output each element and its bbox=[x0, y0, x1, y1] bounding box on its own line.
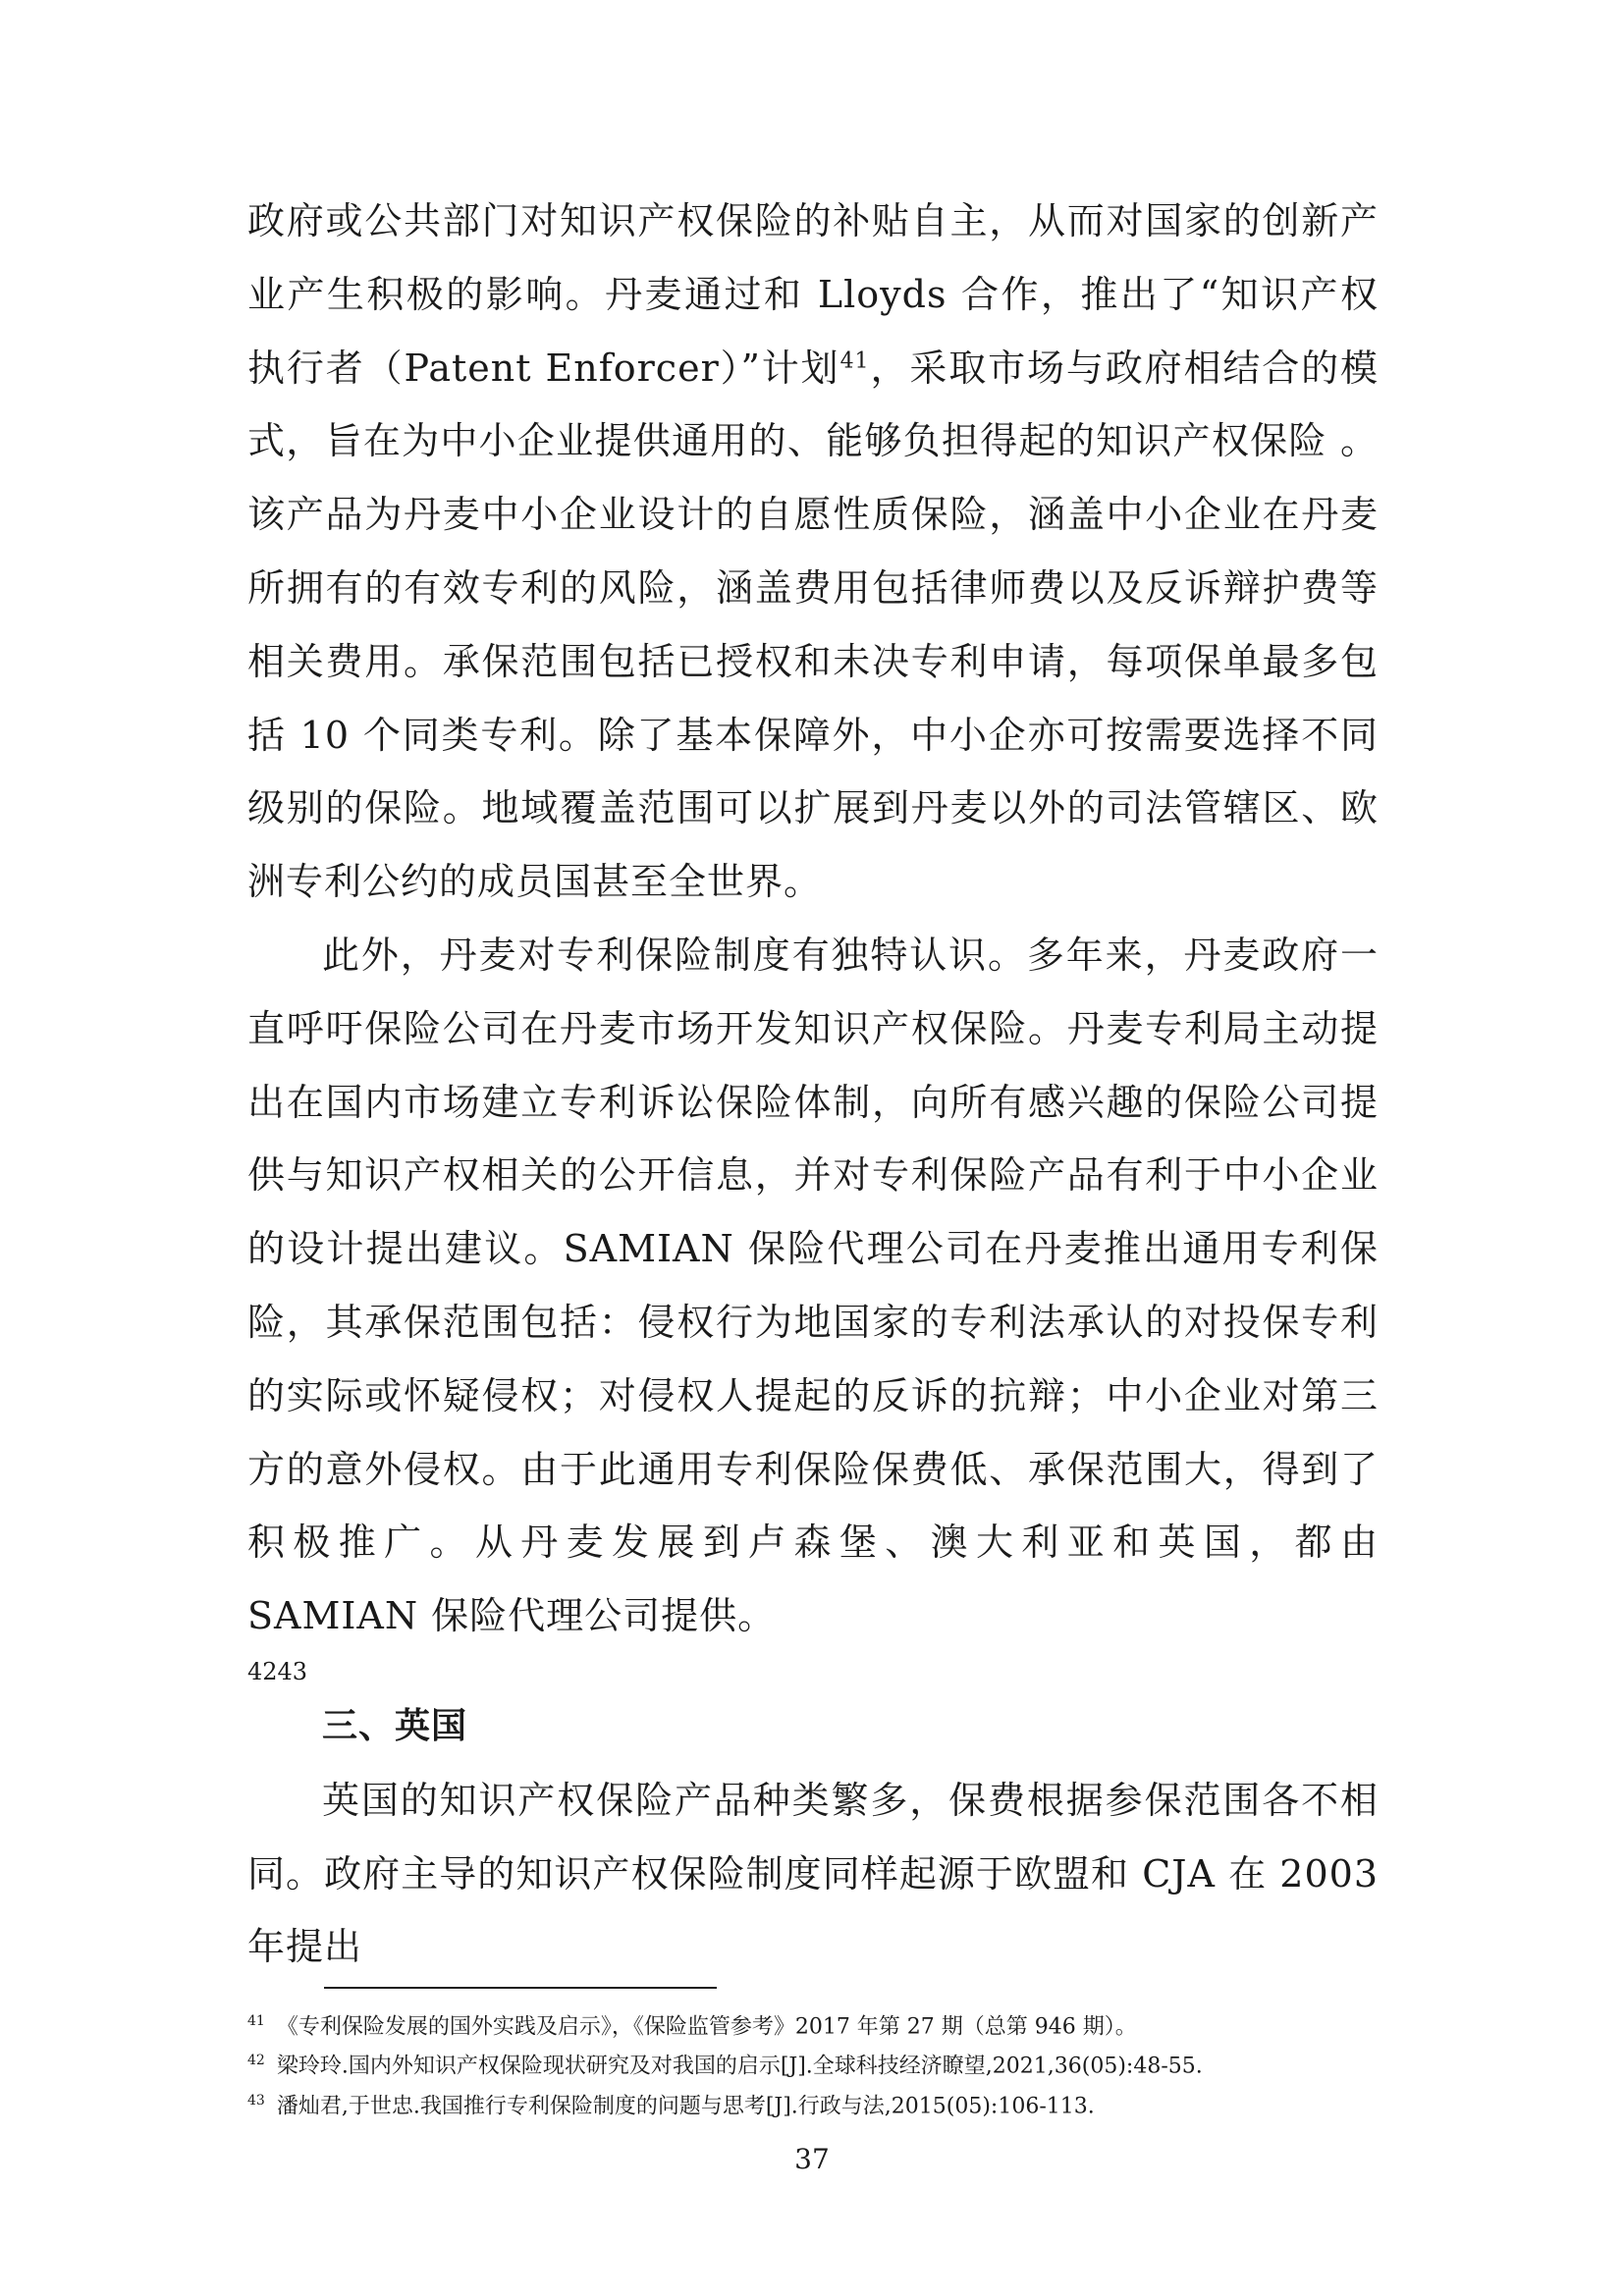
section-heading: 三、英国 bbox=[322, 1705, 468, 1746]
footnote-41: $^{41}$ 《专利保险发展的国外实践及启示》，《保险监管参考》2017 年第 27 期（总第 946 期）。 bbox=[247, 2013, 1137, 2040]
footnote-mark: 42 bbox=[247, 2053, 265, 2069]
page-number: 37 bbox=[794, 2143, 830, 2175]
paragraph-3: 英国的知识产权保险产品种类繁多，保费根据参保范围各不相同。政府主导的知识产权保险制度同样起源于欧盟和 CJA 在 2003 年提出 bbox=[247, 1778, 1379, 1969]
paragraph-2: 此外，丹麦对专利保险制度有独特认识。多年来，丹麦政府一直呼吁保险公司在丹麦市场开发知识产权保险。丹麦专利局主动提出在国内市场建立专利诉讼保险体制，向所有感兴趣的保险公司提供与知识产权相关的公开信息，并对专利保险产品有利于中小企业的设计提出建议。SAMIAN 保险代理公司在丹麦推出通用专利保险，其承保范围包括：侵权行为地国家的专利法承认的对投保专利的实际或怀疑侵权；对侵权人提起的反诉的抗辩；中小企业对第三方的意外侵权。由于此通用专利保险保费低、承保范围大，得到了积极推广。从丹麦发展到卢森堡、澳大利亚和英国，都由 SAMIAN 保险代理公司提供。 bbox=[247, 933, 1379, 1638]
footnotes bbox=[247, 2004, 1406, 2123]
footnote-42: $^{42}$ 梁玲玲.国内外知识产权保险现状研究及对我国的启示[J].全球科技经济瞭望,2021,36(05):48-55. bbox=[247, 2053, 1203, 2079]
footnote-mark: 41 bbox=[247, 2013, 265, 2029]
paragraph-1: 政府或公共部门对知识产权保险的补贴自主，从而对国家的创新产业产生积极的影响。丹麦通过和 Lloyds 合作，推出了“知识产权执行者（Patent Enforcer）”计划$^{41}$，采取市场与政府相结合的模式，旨在为中小企业提供通用的、能够负担得起的知识产权保险 。该产品为丹麦中小企业设计的自愿性质保险，涵盖中小企业在丹麦所拥有的有效专利的风险，涵盖费用包括律师费以及反诉辩护费等相关费用。承保范围包括已授权和未决专利申请，每项保单最多包括 10 个同类专利。除了基本保障外，中小企亦可按需要选择不同级别的保险。地域覆盖范围可以扩展到丹麦以外的司法管辖区、欧洲专利公约的成员国甚至全世界。 bbox=[247, 199, 1379, 904]
footnote-ref-41[interactable]: 41 bbox=[839, 347, 870, 373]
footnote-ref-cluster[interactable]: 4243 bbox=[247, 1657, 308, 1685]
footnote-43: $^{43}$ 潘灿君,于世忠.我国推行专利保险制度的问题与思考[J].行政与法,2015(05):106-113. bbox=[247, 2092, 1095, 2118]
footnote-mark: 43 bbox=[247, 2092, 265, 2109]
main-text bbox=[247, 185, 1379, 1984]
footnote-divider bbox=[324, 1987, 717, 1989]
